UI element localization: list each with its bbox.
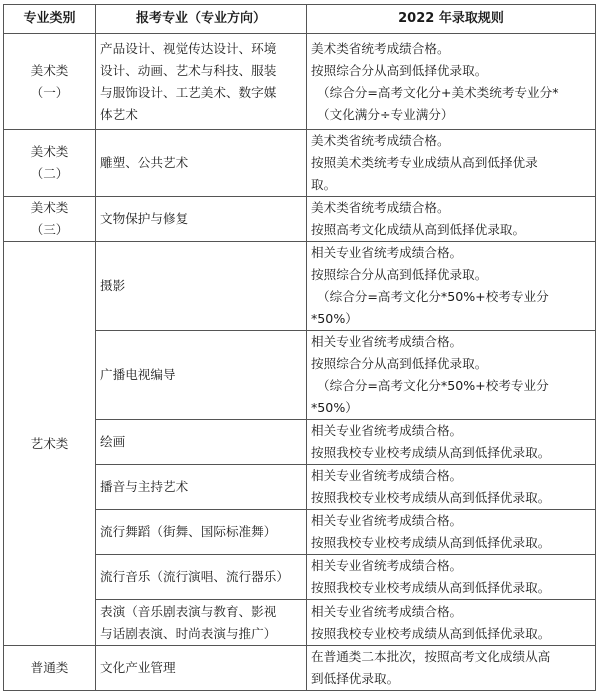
major-line: 播音与主持艺术 bbox=[100, 479, 189, 494]
rule-cell bbox=[307, 242, 596, 331]
rule-cell bbox=[307, 600, 596, 646]
rule-cell bbox=[307, 420, 596, 465]
rule-line: 相关专业省统考成绩合格。 bbox=[311, 245, 463, 260]
rule-cell bbox=[307, 555, 596, 600]
category-line: 美术类 bbox=[30, 200, 69, 215]
category-cell bbox=[4, 130, 96, 197]
rule-line: 按照我校专业校考成绩从高到低择优录取。 bbox=[311, 625, 551, 641]
category-cell bbox=[4, 242, 96, 646]
category-cell bbox=[4, 34, 96, 130]
table-row bbox=[4, 197, 596, 242]
rule-line: *50%） bbox=[311, 400, 358, 415]
category-line: 普通类 bbox=[30, 660, 69, 675]
rule-cell bbox=[307, 34, 596, 130]
major-cell bbox=[96, 331, 307, 420]
rule-cell bbox=[307, 130, 596, 197]
table-row bbox=[4, 34, 596, 130]
rule-line: 按照我校专业校考成绩从高到低择优录取。 bbox=[311, 535, 551, 550]
rule-line: 按照高考文化成绩从高到低择优录取。 bbox=[311, 222, 526, 237]
major-line: 与话剧表演、时尚表演与推广） bbox=[100, 625, 277, 641]
major-cell bbox=[96, 555, 307, 600]
category-line: 美术类 bbox=[30, 144, 69, 159]
category-cell bbox=[4, 197, 96, 242]
rule-line: 美术类省统考成绩合格。 bbox=[311, 133, 450, 148]
rule-line: 相关专业省统考成绩合格。 bbox=[311, 558, 463, 573]
admission-rules-table bbox=[3, 4, 596, 691]
rule-line: 在普通类二本批次，按照高考文化成绩从高 bbox=[311, 649, 551, 664]
rule-line: 相关专业省统考成绩合格。 bbox=[311, 513, 463, 528]
rule-line: *50%） bbox=[311, 311, 358, 326]
category-cell bbox=[4, 646, 96, 691]
category-line: 美术类 bbox=[30, 62, 69, 78]
rule-line: （综合分=高考文化分+美术类统考专业分* bbox=[317, 84, 559, 100]
major-cell bbox=[96, 197, 307, 242]
major-cell bbox=[96, 34, 307, 130]
rule-cell bbox=[307, 510, 596, 555]
rule-line: 相关专业省统考成绩合格。 bbox=[311, 468, 463, 483]
table-row bbox=[4, 646, 596, 691]
rule-line: （综合分=高考文化分*50%+校考专业分 bbox=[317, 289, 549, 304]
rule-line: 按照综合分从高到低择优录取。 bbox=[311, 62, 488, 78]
rule-line: 美术类省统考成绩合格。 bbox=[311, 40, 450, 56]
rule-cell bbox=[307, 197, 596, 242]
major-line: 流行音乐（流行演唱、流行器乐） bbox=[100, 569, 289, 584]
rule-line: 相关专业省统考成绩合格。 bbox=[311, 423, 463, 438]
major-line: 摄影 bbox=[100, 278, 126, 293]
major-cell bbox=[96, 130, 307, 197]
table-row bbox=[4, 242, 596, 331]
category-line: （三） bbox=[30, 222, 69, 237]
rule-line: （综合分=高考文化分*50%+校考专业分 bbox=[317, 378, 549, 393]
major-line: 与服饰设计、工艺美术、数字媒 bbox=[100, 84, 277, 100]
rule-line: 按照我校专业校考成绩从高到低择优录取。 bbox=[311, 580, 551, 595]
major-line: 设计、动画、艺术与科技、服装 bbox=[100, 62, 277, 78]
major-cell bbox=[96, 510, 307, 555]
rule-cell bbox=[307, 646, 596, 691]
rule-cell bbox=[307, 331, 596, 420]
rule-line: 相关专业省统考成绩合格。 bbox=[311, 334, 463, 349]
rule-line: 到低择优录取。 bbox=[311, 671, 400, 686]
category-line: （一） bbox=[30, 84, 69, 100]
table-row bbox=[4, 130, 596, 197]
category-line: 艺术类 bbox=[30, 435, 69, 451]
major-line: 雕塑、公共艺术 bbox=[100, 155, 189, 170]
major-line: 表演（音乐剧表演与教育、影视 bbox=[100, 603, 277, 619]
rule-line: 按照我校专业校考成绩从高到低择优录取。 bbox=[311, 490, 551, 505]
rule-cell bbox=[307, 465, 596, 510]
header-rule: 2022 年录取规则 bbox=[307, 5, 596, 34]
major-cell bbox=[96, 465, 307, 510]
major-cell bbox=[96, 420, 307, 465]
major-line: 文化产业管理 bbox=[100, 660, 176, 675]
rule-line: 按照综合分从高到低择优录取。 bbox=[311, 267, 488, 282]
major-cell bbox=[96, 242, 307, 331]
rule-line: 按照我校专业校考成绩从高到低择优录取。 bbox=[311, 445, 551, 460]
major-line: 文物保护与修复 bbox=[100, 211, 189, 226]
major-cell bbox=[96, 646, 307, 691]
category-line: （二） bbox=[30, 166, 69, 181]
rule-line: 按照综合分从高到低择优录取。 bbox=[311, 356, 488, 371]
major-line: 绘画 bbox=[100, 434, 126, 449]
rule-line: （文化满分÷专业满分） bbox=[317, 106, 454, 122]
rule-line: 相关专业省统考成绩合格。 bbox=[311, 603, 463, 619]
rule-line: 按照美术类统考专业成绩从高到低择优录 bbox=[311, 155, 538, 170]
header-row bbox=[4, 5, 596, 34]
rule-line: 取。 bbox=[311, 177, 337, 192]
major-line: 流行舞蹈（街舞、国际标准舞） bbox=[100, 524, 277, 539]
header-category: 专业类别 bbox=[4, 5, 96, 34]
major-line: 广播电视编导 bbox=[100, 367, 176, 382]
major-line: 产品设计、视觉传达设计、环境 bbox=[100, 40, 277, 56]
table-body bbox=[4, 34, 596, 691]
header-major: 报考专业（专业方向） bbox=[96, 5, 307, 34]
major-cell bbox=[96, 600, 307, 646]
rule-line: 美术类省统考成绩合格。 bbox=[311, 200, 450, 215]
major-line: 体艺术 bbox=[100, 106, 138, 122]
